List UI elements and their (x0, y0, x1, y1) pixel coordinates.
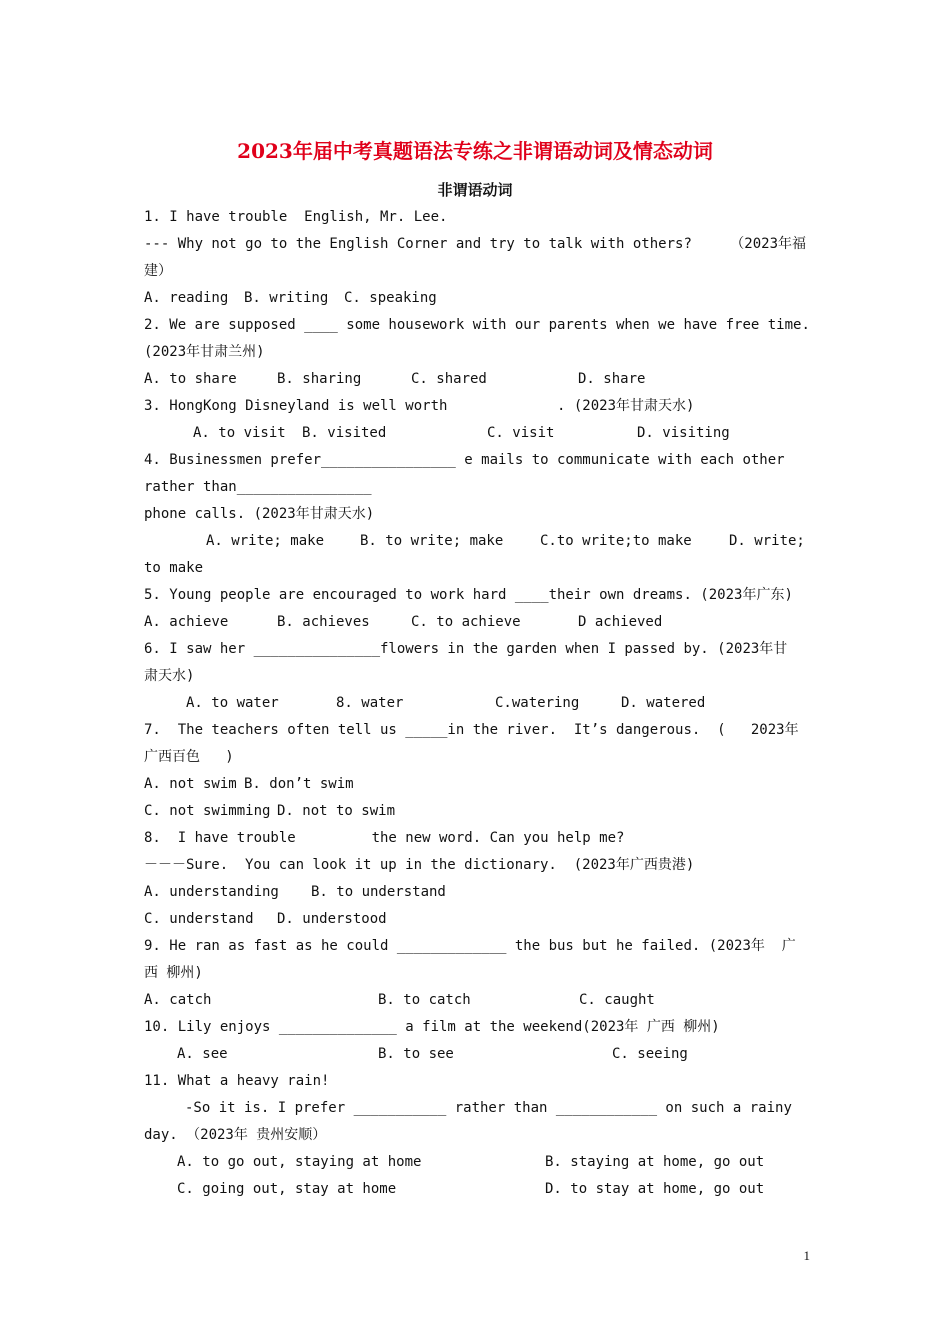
q6-option-d: D. watered (621, 695, 706, 711)
q3-option-d: D. visiting (637, 425, 730, 441)
q2-option-d: D. share (578, 371, 646, 387)
q9-option-b: B. to catch (378, 992, 471, 1008)
q5-stem: 5. Young people are encouraged to work hard ____their own dreams. (2023年广东) (144, 587, 793, 603)
q1-option-b: B. writing (244, 290, 329, 306)
q8-option-b: B. to understand (311, 884, 446, 900)
q2-stem-text: 2. We are supposed ____ some housework with our parents when we have free time. (144, 317, 810, 333)
q6-option-b: 8. water (336, 695, 404, 711)
q3-option-a: A. to visit (193, 425, 286, 441)
q7-option-b: B. don’t swim (244, 776, 354, 792)
q1-stem: 1. I have trouble English, Mr. Lee. (144, 209, 448, 225)
q6-option-a: A. to water (186, 695, 279, 711)
q11-option-d: D. to stay at home, go out (545, 1181, 765, 1197)
q1-reply-text: --- Why not go to the English Corner and try to talk with others? (144, 236, 692, 252)
q6-source: 肃天水) (144, 668, 195, 684)
q3-option-b: B. visited (302, 425, 387, 441)
q4-option-b: B. to write; make (360, 533, 504, 549)
q4-stem-text: 4. Businessmen prefer________________ e mails to communicate with each other (144, 452, 785, 468)
q10-option-c: C. seeing (612, 1046, 688, 1062)
q9-source: 西 柳州) (144, 965, 203, 981)
q11-stem: 11. What a heavy rain! (144, 1073, 330, 1089)
q8-option-c: C. understand (144, 911, 254, 927)
q1-option-c: C. speaking (344, 290, 437, 306)
q4-option-c: C.to write;to make (540, 533, 692, 549)
q3-stem: 3. HongKong Disneyland is well worth . (2023年甘肃天水) (144, 398, 695, 414)
q4-option-a: A. write; make (206, 533, 325, 549)
q7-stem-text: 7. The teachers often tell us _____in the river. It’s dangerous. ( 2023年 (144, 722, 799, 738)
q11-option-b: B. staying at home, go out (545, 1154, 765, 1170)
q6-option-c: C.watering (495, 695, 580, 711)
q10-option-b: B. to see (378, 1046, 454, 1062)
q6-stem (144, 638, 806, 660)
q2-option-a: A. to share (144, 371, 237, 387)
q10-option-a: A. see (177, 1046, 228, 1062)
q8-option-d: D. understood (277, 911, 387, 927)
q4-option-d: D. write; (729, 533, 805, 549)
q4-stem-end: phone calls. (2023年甘肃天水) (144, 506, 375, 522)
q11-option-c: C. going out, stay at home (177, 1181, 397, 1197)
q9-stem (144, 935, 806, 957)
q4-stem (144, 449, 806, 471)
q7-option-a: A. not swim (144, 776, 237, 792)
q3-option-c: C. visit (487, 425, 555, 441)
page-number: 1 (803, 1248, 810, 1263)
q11-reply (185, 1097, 806, 1119)
q7-option-d: D. not to swim (277, 803, 396, 819)
q6-stem-text: 6. I saw her _______________flowers in the garden when I passed by. (2023年甘 (144, 641, 788, 657)
q8-option-a: A. understanding (144, 884, 279, 900)
q5-option-c: C. to achieve (411, 614, 521, 630)
q2-source: (2023年甘肃兰州) (144, 344, 265, 360)
q1-source-cont: 建） (144, 263, 172, 279)
q9-option-a: A. catch (144, 992, 212, 1008)
q1-option-a: A. reading (144, 290, 229, 306)
q8-reply: －－－Sure. You can look it up in the dictionary. (2023年广西贵港) (144, 857, 695, 873)
q7-stem (144, 719, 806, 741)
q5-option-d: D achieved (578, 614, 663, 630)
document-title: 2023年届中考真题语法专练之非谓语动词及情态动词 (237, 139, 713, 163)
q8-stem: 8. I have trouble the new word. Can you help me? (144, 830, 625, 846)
q2-stem (144, 314, 810, 336)
q9-stem-text: 9. He ran as fast as he could _____________ the bus but he failed. (2023年 广 (144, 938, 796, 954)
section-heading: 非谓语动词 (437, 181, 513, 199)
q4-stem-cont: rather than________________ (144, 479, 372, 495)
q5-option-b: B. achieves (277, 614, 370, 630)
q11-source: day. （2023年 贵州安顺） (144, 1127, 327, 1143)
q4-option-d-cont: to make (144, 560, 204, 576)
q10-stem: 10. Lily enjoys ______________ a film at the weekend(2023年 广西 柳州) (144, 1019, 720, 1035)
q9-option-c: C. caught (579, 992, 655, 1008)
q2-option-c: C. shared (411, 371, 487, 387)
q1-reply (144, 233, 806, 255)
q7-source: 广西百色 ) (144, 749, 234, 765)
q11-reply-text: -So it is. I prefer ___________ rather than ____________ on such a rainy (185, 1100, 792, 1116)
q11-option-a: A. to go out, staying at home (177, 1154, 422, 1170)
q5-option-a: A. achieve (144, 614, 229, 630)
q2-option-b: B. sharing (277, 371, 362, 387)
q7-option-c: C. not swimming (144, 803, 271, 819)
q1-source: （2023年福 (730, 236, 806, 252)
